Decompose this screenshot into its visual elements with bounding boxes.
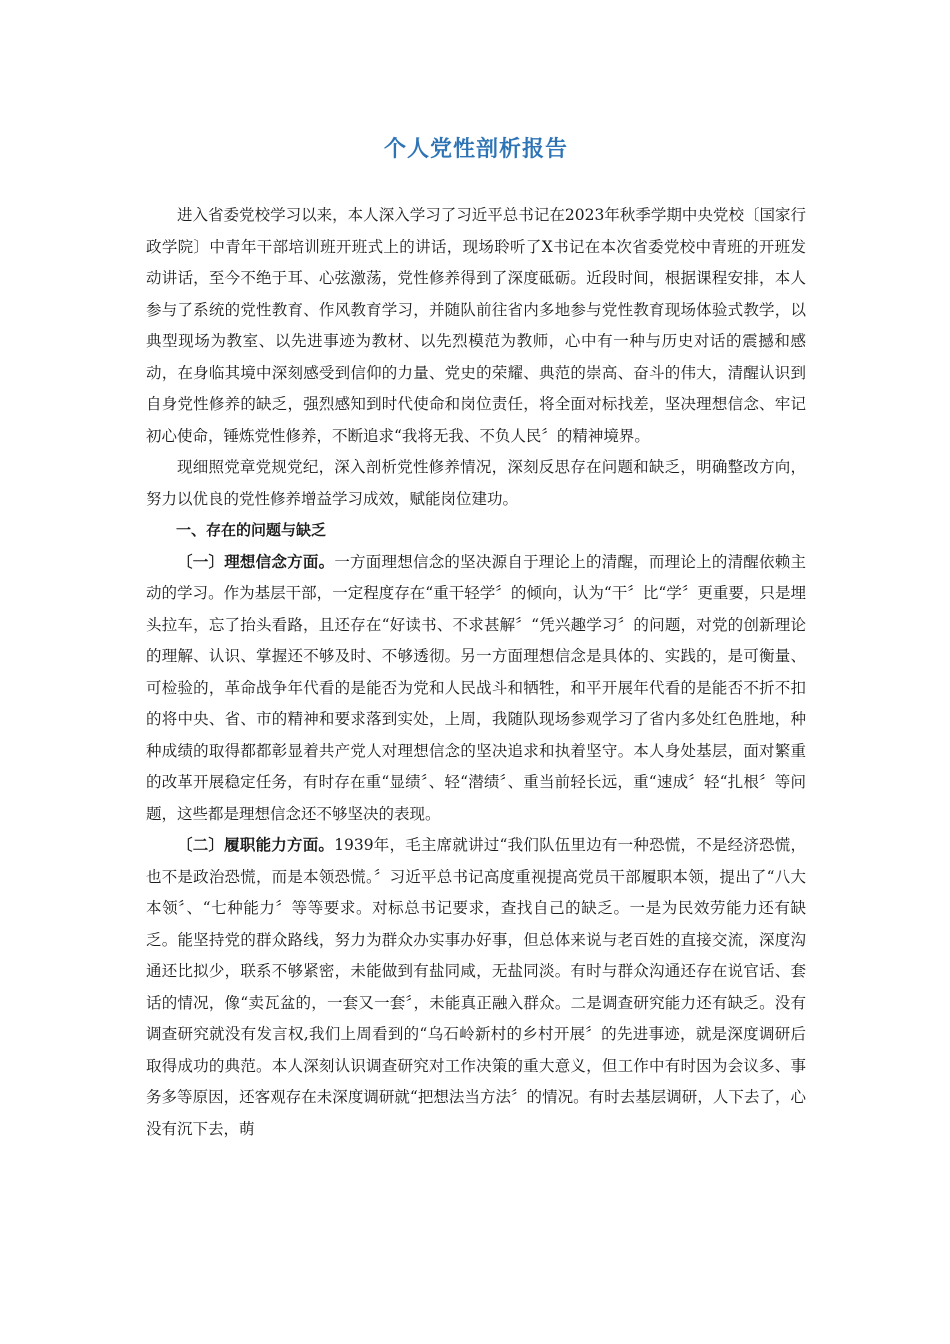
ideals-paragraph	[146, 547, 806, 831]
document-title: 个人党性剖析报告	[383, 137, 568, 162]
intro-paragraph: 进入省委党校学习以来，本人深入学习了习近平总书记在2023年秋季学期中央党校〔国家行政学院〕中青年干部培训班开班式上的讲话，现场聆听了X书记在本次省委党校中青班的开班发动讲话，至今不绝于耳、心弦激荡，党性修养得到了深度砥砺。近段时间，根据课程安排，本人参与了系统的党性教育、作风教育学习，并随队前往省内多地参与党性教育现场体验式教学，以典型现场为教室、以先进事迹为教材、以先烈模范为教师，心中有一种与历史对话的震撼和感动，在身临其境中深刻感受到信仰的力量、党史的荣耀、典范的崇高、奋斗的伟大，清醒认识到自身党性修养的缺乏，强烈感知到时代使命和岗位责任，将全面对标找差，坚决理想信念、牢记初心使命，锤炼党性修养，不断追求“我将无我、不负人民〞的精神境界。	[146, 206, 806, 445]
ideals-subheading: 〔一〕理想信念方面。	[177, 552, 335, 571]
ability-body: 1939年，毛主席就讲过“我们队伍里边有一种恐慌，不是经济恐慌，也不是政治恐慌，而是本领恐慌。〞习近平总书记高度重视提高党员干部履职本领，提出了“八大本领〞、“七种能力〞等等要求。对标总书记要求，查找自己的缺乏。一是为民效劳能力还有缺乏。能坚持党的群众路线，努力为群众办实事办好事，但总体来说与老百姓的直接交流，深度沟通还比拟少，联系不够紧密，未能做到有盐同咸，无盐同淡。有时与群众沟通还存在说官话、套话的情况，像“卖瓦盆的，一套又一套〞，未能真正融入群众。二是调查研究能力还有缺乏。没有调查研究就没有发言权,我们上周看到的“乌石岭新村的乡村开展〞的先进事迹，就是深度调研后取得成功的典范。本人深刻认识调查研究对工作决策的重大意义，但工作中有时因为会议多、事务多等原因，还客观存在未深度调研就“把想法当方法〞的情况。有时去基层调研，人下去了，心没有沉下去，萌	[146, 836, 806, 1138]
document-page	[146, 128, 806, 1145]
purpose-paragraph: 现细照党章党规党纪，深入剖析党性修养情况，深刻反思存在问题和缺乏，明确整改方向，努力以优良的党性修养增益学习成效，赋能岗位建功。	[146, 458, 806, 508]
section-heading-problems: 一、存在的问题与缺乏	[176, 521, 327, 539]
ability-subheading: 〔二〕履职能力方面。	[177, 836, 335, 854]
ideals-body: 一方面理想信念的坚决源自于理论上的清醒，而理论上的清醒依赖主动的学习。作为基层干部，一定程度存在“重干轻学〞的倾向，认为“干〞比“学〞更重要，只是埋头拉车，忘了抬头看路，且还存在“好读书、不求甚解〞“凭兴趣学习〞的问题，对党的创新理论的理解、认识、掌握还不够及时、不够透彻。另一方面理想信念是具体的、实践的，是可衡量、可检验的，革命战争年代看的是能否为党和人民战斗和牺牲，和平开展年代看的是能否不折不扣的将中央、省、市的精神和要求落到实处，上周，我随队现场参观学习了省内多处红色胜地，种种成绩的取得都都彰显着共产党人对理想信念的坚决追求和执着坚守。本人身处基层，面对繁重的改革开展稳定任务，有时存在重“显绩〞、轻“潜绩〞、重当前轻长远，重“速成〞轻“扎根〞等问题，这些都是理想信念还不够坚决的表现。	[146, 552, 806, 823]
ability-paragraph	[146, 830, 806, 1145]
